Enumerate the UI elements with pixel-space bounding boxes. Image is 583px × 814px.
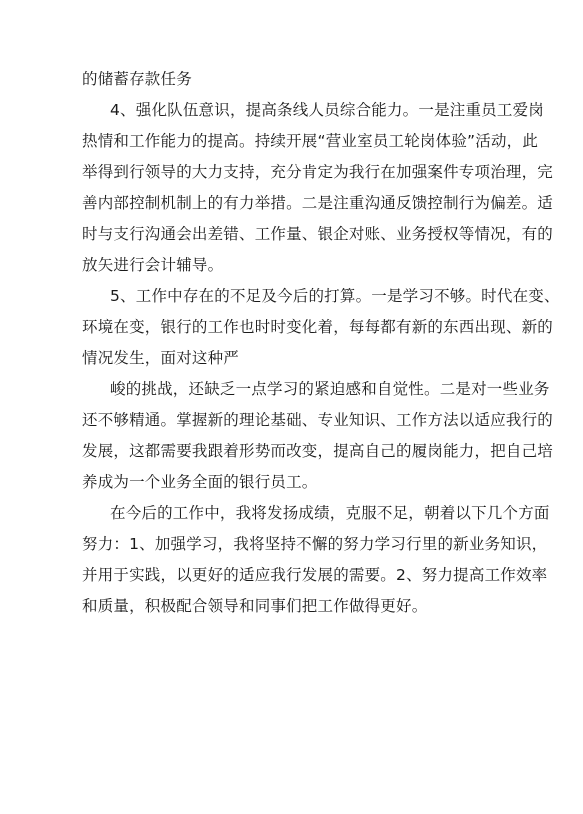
- text-line: 发展，这都需要我跟着形势而改变，提高自己的履岗能力，把自己培: [82, 442, 554, 460]
- text-line: 并用于实践，以更好的适应我行发展的需要。2、努力提高工作效率: [82, 566, 548, 584]
- text-line: 峻的挑战，还缺乏一点学习的紧迫感和自觉性。二是对一些业务: [110, 380, 550, 398]
- text-line: 时与支行沟通会出差错、工作量、银企对账、业务授权等情况，有的: [82, 225, 554, 243]
- text-line: 5、工作中存在的不足及今后的打算。一是学习不够。时代在变、: [110, 287, 560, 305]
- text-line: 环境在变，银行的工作也时时变化着，每每都有新的东西出现、新的: [82, 318, 554, 336]
- document-body: [82, 64, 560, 622]
- text-line: 还不够精通。掌握新的理论基础、专业知识、工作方法以适应我行的: [82, 411, 554, 429]
- text-line: 和质量，积极配合领导和同事们把工作做得更好。: [82, 597, 428, 615]
- text-line: 情况发生，面对这种严: [82, 349, 240, 367]
- text-line: 善内部控制机制上的有力举措。二是注重沟通反馈控制行为偏差。适: [82, 194, 554, 212]
- text-line: 热情和工作能力的提高。持续开展“营业室员工轮岗体验”活动，此: [82, 132, 539, 150]
- text-line: 4、强化队伍意识，提高条线人员综合能力。一是注重员工爱岗: [110, 101, 544, 119]
- text-line: 在今后的工作中，我将发扬成绩，克服不足，朝着以下几个方面: [110, 504, 550, 522]
- text-line: 努力：1、加强学习，我将坚持不懈的努力学习行里的新业务知识，: [82, 535, 548, 553]
- text-line: 养成为一个业务全面的银行员工。: [82, 473, 318, 491]
- text-line: 举得到行领导的大力支持，充分肯定为我行在加强案件专项治理，完: [82, 163, 554, 181]
- text-line: 的储蓄存款任务: [82, 70, 192, 88]
- text-line: 放矢进行会计辅导。: [82, 256, 224, 274]
